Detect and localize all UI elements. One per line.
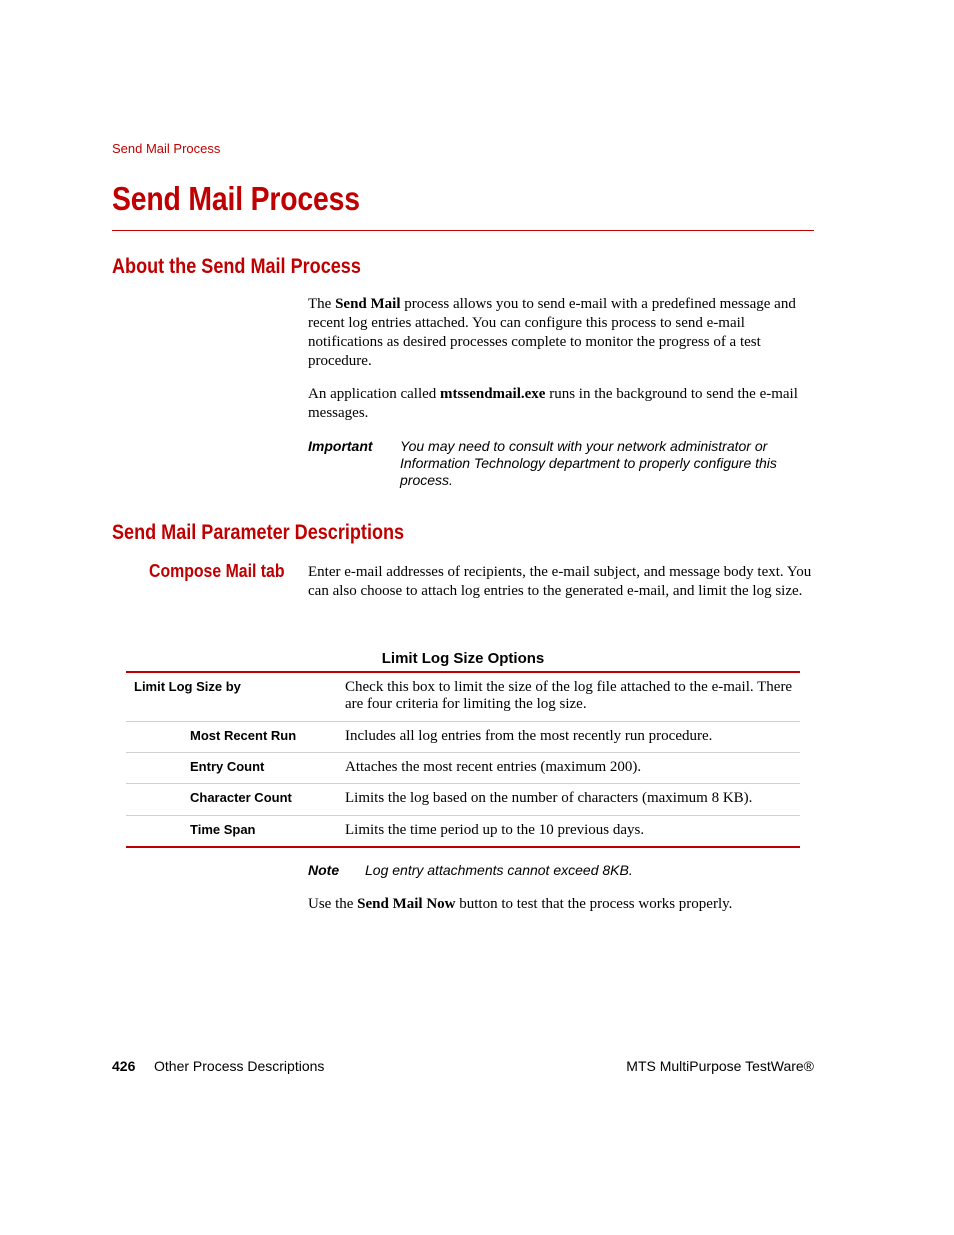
about-paragraph-2: An application called mtssendmail.exe runs in the background to send the e-mail messages. <box>308 386 798 421</box>
table-row <box>126 783 800 815</box>
table-row <box>126 752 800 783</box>
row-label: Character Count <box>190 790 292 805</box>
important-text: You may need to consult with your network administrator or Information Technology department to properly configure this process. <box>400 438 777 488</box>
closing-paragraph: Use the Send Mail Now button to test that the process works properly. <box>308 896 733 912</box>
table-row <box>126 721 800 752</box>
important-label: Important <box>308 438 373 454</box>
table-row <box>126 673 800 721</box>
running-head: Send Mail Process <box>112 141 221 156</box>
options-table <box>126 671 800 848</box>
send-mail-now-term: Send Mail Now <box>357 896 456 912</box>
footer-section: Other Process Descriptions <box>154 1058 325 1074</box>
exe-name: mtssendmail.exe <box>440 386 546 402</box>
send-mail-term: Send Mail <box>335 296 401 312</box>
note-text: Log entry attachments cannot exceed 8KB. <box>365 862 633 878</box>
about-heading: About the Send Mail Process <box>112 255 361 278</box>
page-title: Send Mail Process <box>112 180 360 217</box>
page-number: 426 <box>112 1058 136 1074</box>
row-label: Limit Log Size by <box>134 679 241 694</box>
row-label: Entry Count <box>190 759 265 774</box>
row-description: Attaches the most recent entries (maximum 200). <box>345 759 642 775</box>
compose-mail-text: Enter e-mail addresses of recipients, the e-mail subject, and message body text. You can also choose to attach log entries to the generated e-mail, and limit the log size. <box>308 564 812 599</box>
table-row <box>126 815 800 846</box>
params-heading: Send Mail Parameter Descriptions <box>112 521 405 544</box>
footer-product: MTS MultiPurpose TestWare® <box>626 1058 814 1074</box>
title-rule <box>112 230 814 231</box>
row-description: Check this box to limit the size of the log file attached to the e-mail. There are four criteria for limiting the log size. <box>345 679 793 712</box>
row-description: Includes all log entries from the most recently run procedure. <box>345 728 713 744</box>
about-paragraph-1: The Send Mail process allows you to send e-mail with a predefined message and recent log entries attached. You can configure this process to send e-mail notifications as desired processes complete to monitor the progress of a test procedure. <box>308 296 796 369</box>
note-label: Note <box>308 862 340 878</box>
table-title: Limit Log Size Options <box>381 650 545 667</box>
row-description: Limits the log based on the number of characters (maximum 8 KB). <box>345 790 753 806</box>
row-label: Time Span <box>190 822 256 837</box>
row-description: Limits the time period up to the 10 previous days. <box>345 822 645 838</box>
compose-mail-heading: Compose Mail tab <box>149 561 285 581</box>
row-label: Most Recent Run <box>190 728 297 743</box>
